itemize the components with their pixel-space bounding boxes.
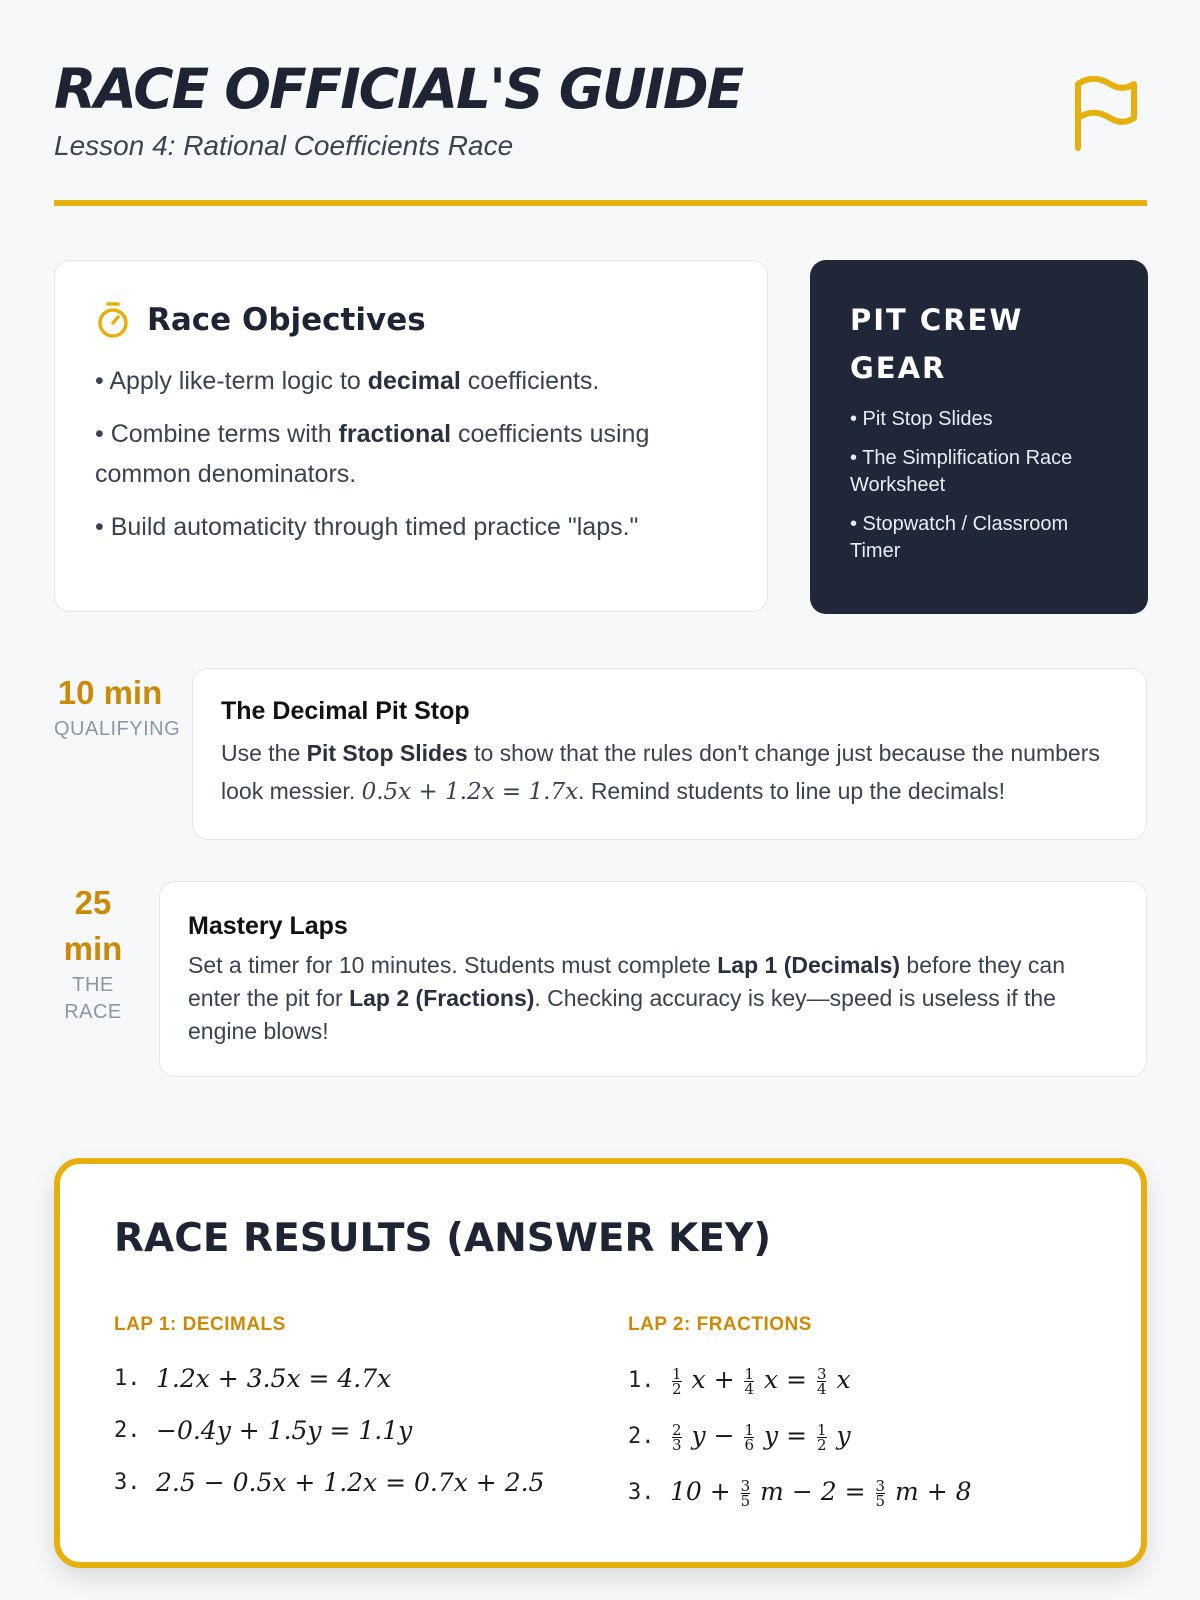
math-expression: 0.5x + 1.2x = 1.7x: [361, 779, 579, 805]
time-badge-qualifying: [54, 670, 181, 743]
objective-item: • Combine terms with fractional coefficients using common denominators.: [95, 420, 650, 488]
objective-item: • Build automaticity through timed practice "laps.": [95, 513, 639, 541]
gear-title: PIT CREW GEAR: [850, 303, 1024, 385]
lap2-answers: [628, 1314, 972, 1520]
step-decimal-pit-stop: [192, 668, 1147, 840]
fraction: $\frac{3}{5}$: [875, 1476, 886, 1510]
answer-item: 1. $\frac{1}{2}$ x + $\frac{1}{4}$ x = $\frac{3}{4}$ x: [628, 1364, 851, 1398]
gear-item: • Pit Stop Slides: [850, 408, 993, 430]
lap1-answers: [114, 1314, 544, 1508]
header: [54, 56, 1147, 162]
gear-item: • The Simplification Race Worksheet: [850, 447, 1073, 496]
page-subtitle: Lesson 4: Rational Coefficients Race: [54, 130, 514, 161]
answer-key-title: RACE RESULTS (ANSWER KEY): [114, 1216, 772, 1261]
race-objectives-card: [54, 260, 768, 612]
pit-crew-gear-card: [810, 260, 1148, 614]
lap-heading: LAP 1: DECIMALS: [114, 1314, 286, 1335]
fraction: $\frac{2}{3}$: [672, 1420, 682, 1454]
page-title: RACE OFFICIAL'S GUIDE: [54, 57, 743, 121]
lap-heading: LAP 2: FRACTIONS: [628, 1314, 812, 1335]
answer-item: 3. 2.5 − 0.5x + 1.2x = 0.7x + 2.5: [114, 1467, 545, 1497]
step-body: Use the Pit Stop Slides to show that the rules don't change just because the numbers look messier. 0.5x + 1.2x = 1.7x. Remind students to line up the decimals!: [221, 740, 1100, 805]
answer-item: 3. 10 + $\frac{3}{5}$ m − 2 = $\frac{3}{5}$ m + 8: [628, 1476, 972, 1510]
answer-item: 2. $\frac{2}{3}$ y − $\frac{1}{6}$ y = $\frac{1}{2}$ y: [628, 1420, 851, 1454]
time-label: QUALIFYING: [54, 718, 181, 740]
answer-item: 1. 1.2x + 3.5x = 4.7x: [114, 1363, 392, 1393]
fraction: $\frac{1}{2}$: [816, 1420, 827, 1454]
objectives-title: Race Objectives: [147, 302, 426, 338]
gear-item: • Stopwatch / Classroom Timer: [850, 513, 1069, 562]
header-divider: [54, 200, 1147, 206]
answer-item: 2. −0.4y + 1.5y = 1.1y: [114, 1415, 413, 1445]
fraction: $\frac{1}{4}$: [744, 1364, 755, 1398]
fraction: $\frac{1}{2}$: [672, 1364, 682, 1398]
time-label: THE: [72, 974, 114, 996]
stopwatch-icon: [95, 301, 131, 339]
answer-key-card: [54, 1158, 1147, 1568]
step-mastery-laps: [159, 881, 1147, 1077]
step-title: The Decimal Pit Stop: [221, 697, 470, 725]
time-duration: 25: [74, 884, 112, 921]
fraction: $\frac{3}{4}$: [816, 1364, 827, 1398]
fraction: $\frac{1}{6}$: [744, 1420, 755, 1454]
step-title: Mastery Laps: [188, 912, 348, 940]
objective-item: • Apply like-term logic to decimal coefficients.: [95, 367, 600, 395]
fraction: $\frac{3}{5}$: [740, 1476, 751, 1510]
flag-icon: [1072, 76, 1138, 152]
time-duration: 10 min: [57, 674, 163, 711]
step-body: Set a timer for 10 minutes. Students must complete Lap 1 (Decimals) before they can enter the pit for Lap 2 (Fractions). Checking accuracy is key—speed is useless if the engine blows!: [188, 952, 1065, 1044]
time-badge-race: 25 min THE RACE: [54, 880, 132, 1026]
